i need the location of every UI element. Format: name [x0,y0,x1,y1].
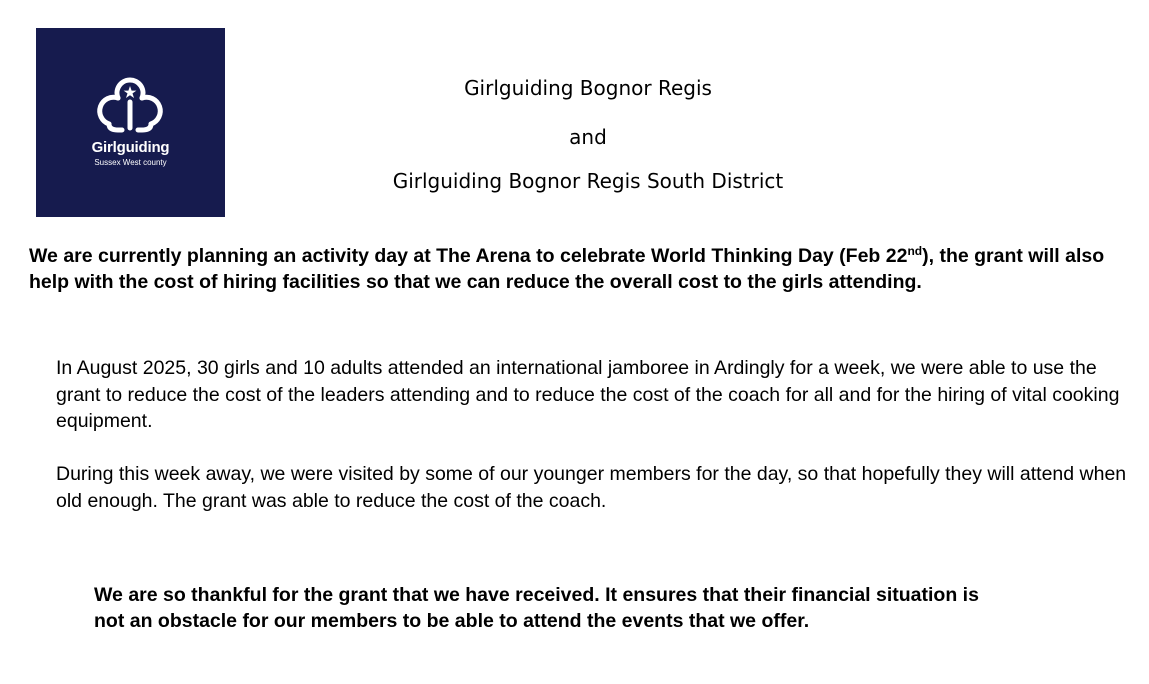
logo-wordmark: Girlguiding [91,139,170,156]
title-organization: Girlguiding Bognor Regis [464,76,712,100]
visit-paragraph: During this week away, we were visited by some of our younger members for the day, so that hopefully they will attend when old enough. The grant was able to reduce the cost of the coach. [56,463,1127,512]
title-conjunction: and [569,125,607,149]
logo-subtitle: Sussex West county [94,158,167,167]
closing-paragraph: We are so thankful for the grant that we have received. It ensures that their financial situation is not an obstacle for our members to be able to attend the events that we offer. [94,584,979,632]
title-district: Girlguiding Bognor Regis South District [392,169,784,193]
jamboree-paragraph: In August 2025, 30 girls and 10 adults attended an international jamboree in Ardingly for a week, we were able to use the grant to reduce the cost of the leaders attending and to reduce the cost of the coach for all and for the hiring of vital cooking equipment. [56,357,1120,432]
trefoil-icon [36,28,225,217]
intro-paragraph [29,243,1141,295]
intro-text-before: We are currently planning an activity day at The Arena to celebrate World Thinking Day (Feb 22 [29,245,908,267]
intro-text-after: ), the grant will also help with the cost of hiring facilities so that we can reduce the overall cost to the girls attending. [29,245,1105,293]
girlguiding-logo [36,28,225,217]
intro-superscript: nd [907,244,923,258]
